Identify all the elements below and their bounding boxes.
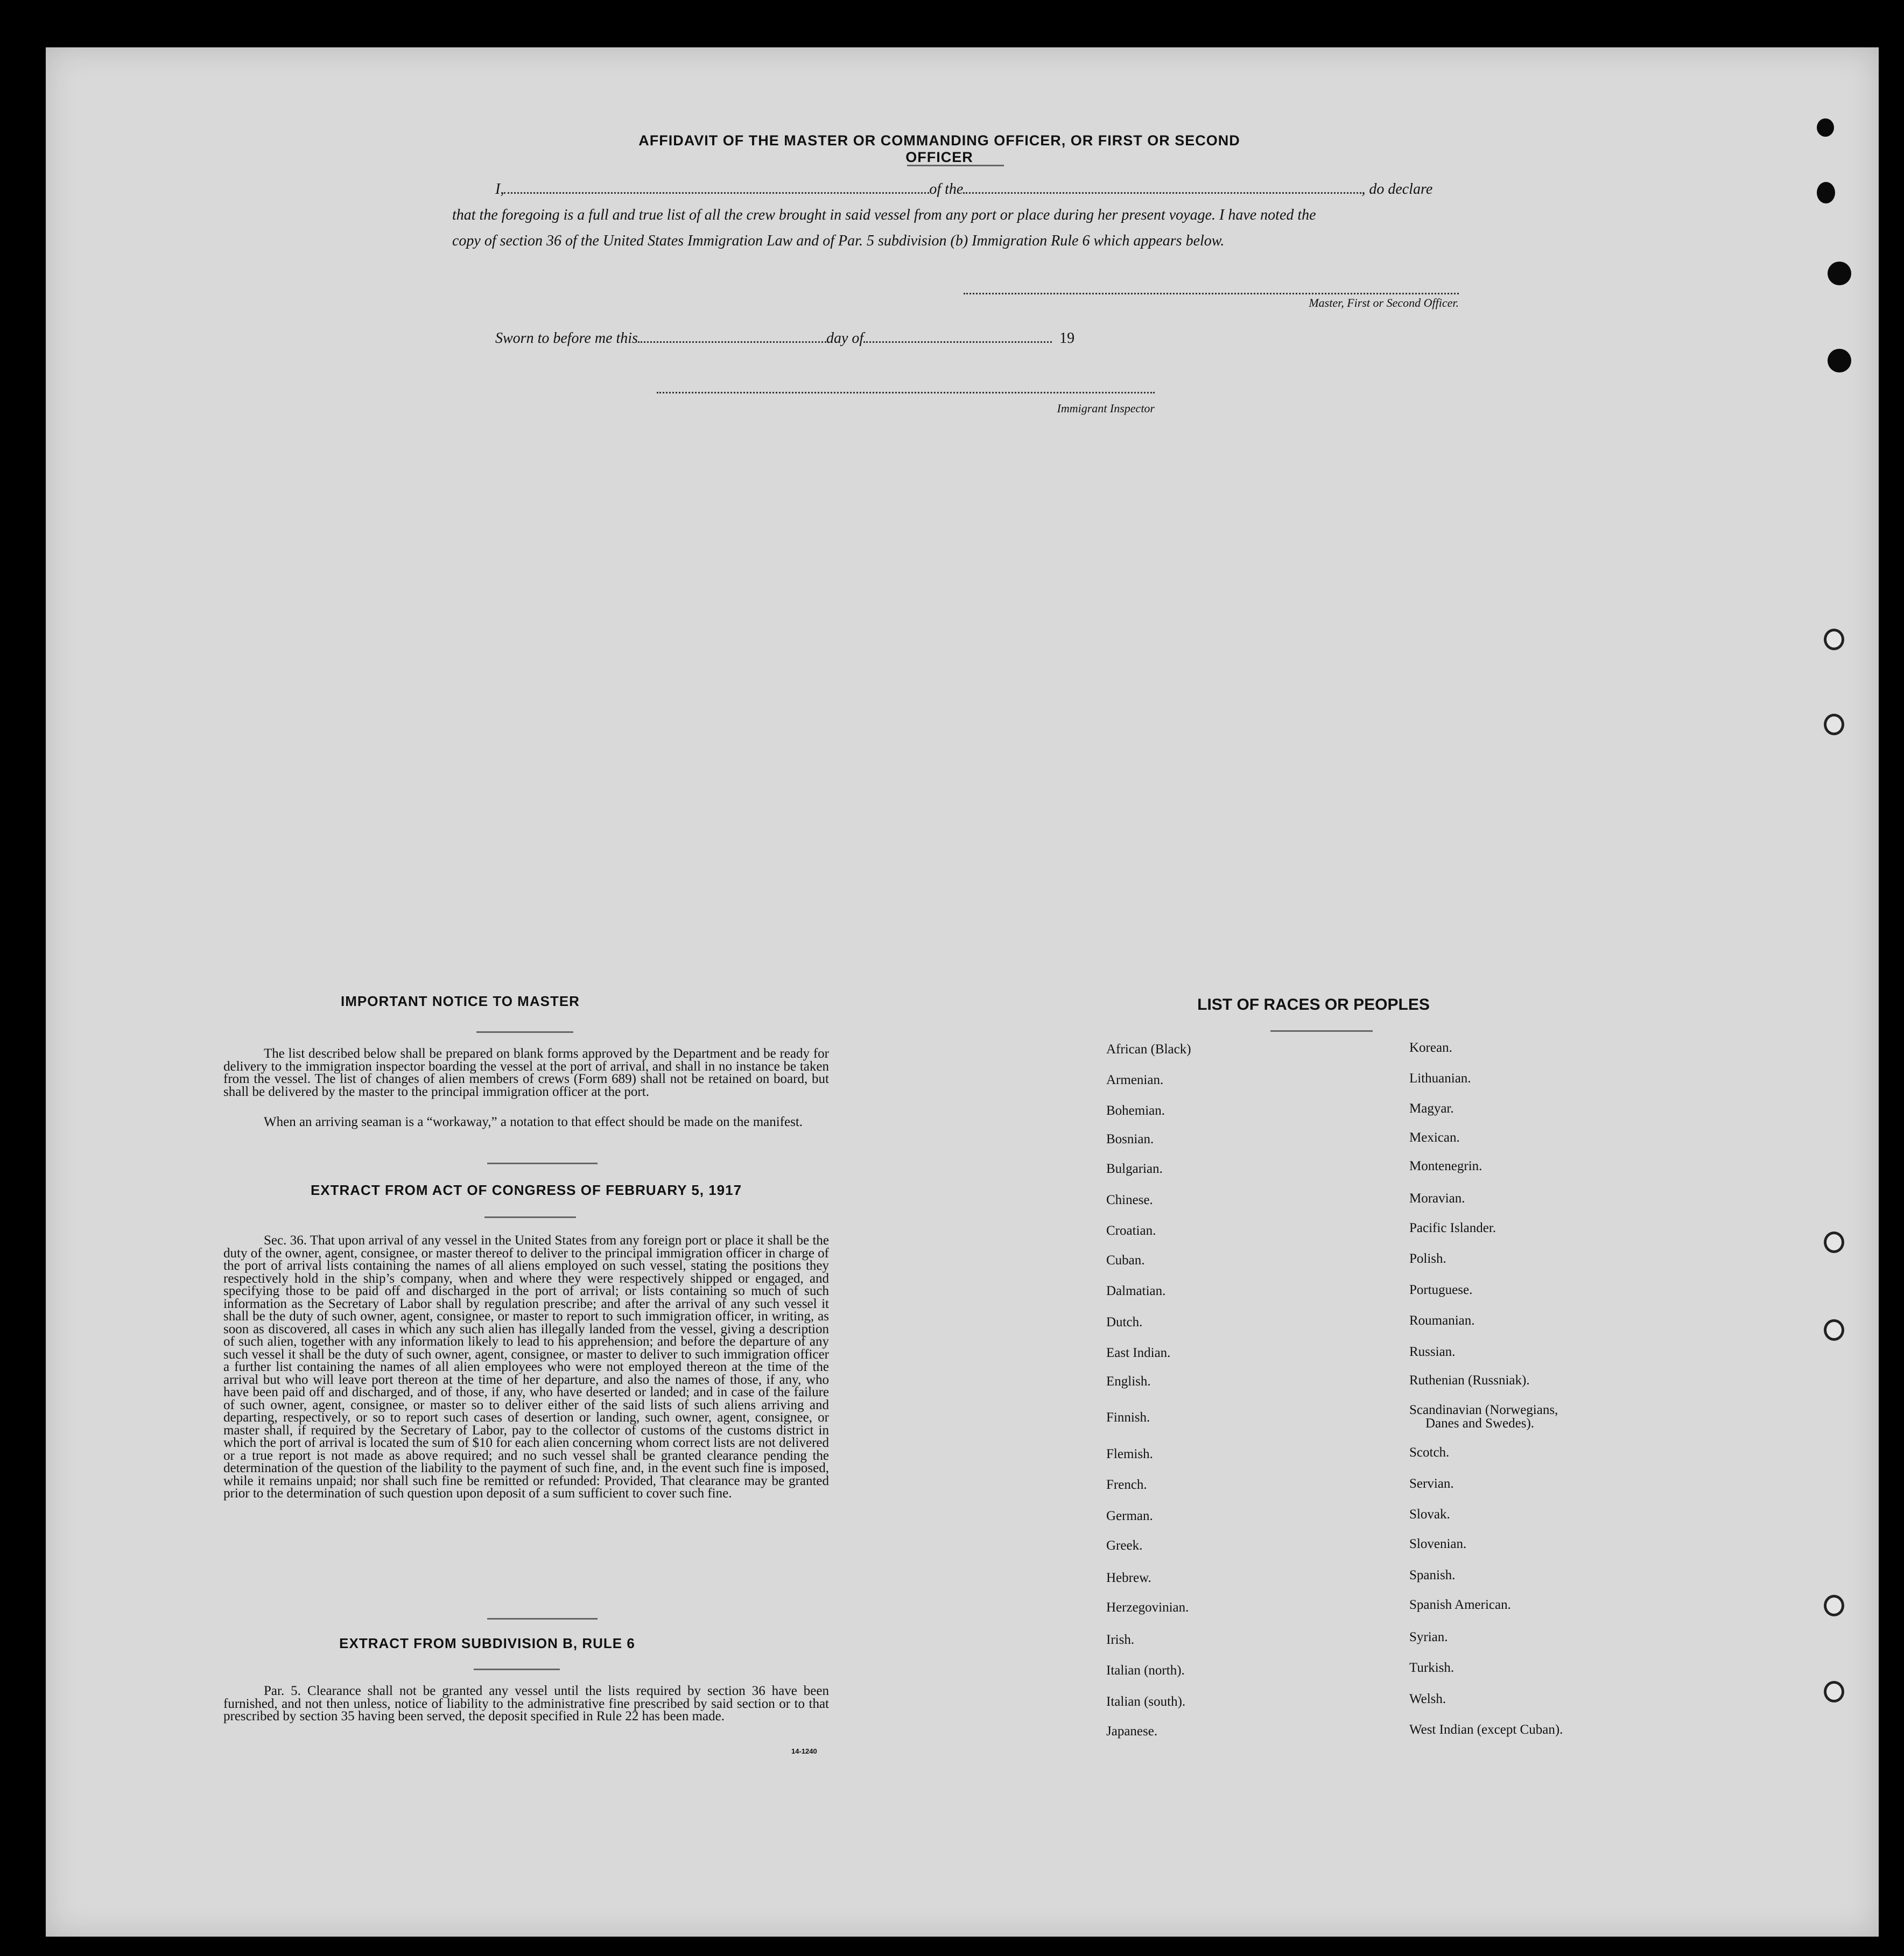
race-item: Armenian. — [1106, 1073, 1164, 1087]
declaration-line-3: copy of section 36 of the United States Immigration Law and of Par. 5 subdivision (b) Immigration Rule 6 which appears below. — [452, 233, 1225, 249]
sworn-day-field[interactable] — [638, 341, 826, 343]
race-item: Servian. — [1409, 1476, 1454, 1491]
notice-divider — [487, 1163, 598, 1164]
race-item: German. — [1106, 1509, 1153, 1523]
race-item: Finnish. — [1106, 1410, 1150, 1425]
race-item: Slovak. — [1409, 1507, 1450, 1522]
race-item: Italian (south). — [1106, 1694, 1186, 1709]
race-item: Turkish. — [1409, 1661, 1455, 1675]
declarant-name-field[interactable] — [504, 192, 929, 194]
notice-paragraph-1: The list described below shall be prepared on blank forms approved by the Department and be ready for delivery to the immigration inspector boarding the vessel at the port of arrival, and shall in no instance be taken from the vessel. The list of changes of alien members of crews (Form 689) shall not be retained on board, but shall be delivered by the master to the principal immigration officer at the port. — [223, 1046, 829, 1099]
race-item: Flemish. — [1106, 1447, 1153, 1461]
inspector-signature-field[interactable] — [657, 392, 1155, 393]
act-title: EXTRACT FROM ACT OF CONGRESS OF FEBRUARY 5, 1917 — [310, 1182, 742, 1198]
affidavit-title-underline — [907, 165, 1004, 166]
race-item: Lithuanian. — [1409, 1071, 1471, 1086]
binder-hole — [1824, 1319, 1844, 1341]
race-item: Scandinavian (Norwegians, — [1409, 1403, 1558, 1417]
races-title: LIST OF RACES OR PEOPLES — [1197, 996, 1430, 1014]
race-item: Bohemian. — [1106, 1103, 1165, 1118]
race-item: East Indian. — [1106, 1346, 1171, 1360]
binder-hole — [1824, 1681, 1844, 1702]
master-signature-label: Master, First or Second Officer. — [1309, 296, 1459, 309]
race-item: Slovenian. — [1409, 1537, 1467, 1551]
do-declare-label: , do declare — [1361, 181, 1433, 198]
day-of-label: day of — [826, 330, 864, 347]
master-signature-field[interactable] — [964, 293, 1459, 294]
inspector-label: Immigrant Inspector — [1057, 402, 1155, 415]
binder-hole — [1824, 714, 1844, 735]
form-number: 14-1240 — [791, 1747, 817, 1755]
race-item: Irish. — [1106, 1633, 1135, 1647]
binder-hole — [1824, 629, 1844, 650]
sworn-month-field[interactable] — [863, 341, 1052, 343]
race-item: Chinese. — [1106, 1193, 1153, 1207]
race-item: Dalmatian. — [1106, 1284, 1166, 1298]
race-item: Hebrew. — [1106, 1571, 1151, 1585]
declaration-line-1 — [495, 181, 1518, 198]
race-item: Syrian. — [1409, 1630, 1448, 1644]
notice-paragraph-2: When an arriving seaman is a “workaway,” a notation to that effect should be made on the manifest. — [264, 1115, 803, 1129]
race-item: Greek. — [1106, 1538, 1143, 1553]
race-item: Danes and Swedes). — [1425, 1416, 1535, 1431]
race-item: Magyar. — [1409, 1101, 1454, 1116]
race-item: Mexican. — [1409, 1130, 1460, 1145]
notice-title: IMPORTANT NOTICE TO MASTER — [341, 993, 580, 1009]
binder-hole — [1824, 1595, 1844, 1616]
race-item: Italian (north). — [1106, 1663, 1185, 1678]
race-item: French. — [1106, 1477, 1147, 1492]
sworn-year-label: 19 — [1059, 330, 1075, 347]
race-item: Cuban. — [1106, 1253, 1145, 1268]
binder-hole — [1828, 349, 1851, 372]
race-item: Bulgarian. — [1106, 1162, 1163, 1176]
binder-hole — [1828, 262, 1851, 285]
race-item: Spanish American. — [1409, 1598, 1511, 1612]
race-item: Herzegovinian. — [1106, 1600, 1189, 1615]
race-item: Pacific Islander. — [1409, 1221, 1496, 1235]
race-item: English. — [1106, 1374, 1151, 1389]
race-item: Spanish. — [1409, 1568, 1456, 1582]
rule-title: EXTRACT FROM SUBDIVISION B, RULE 6 — [339, 1635, 635, 1651]
race-item: Korean. — [1409, 1040, 1452, 1055]
binder-hole — [1817, 182, 1835, 203]
race-item: Japanese. — [1106, 1724, 1158, 1739]
race-item: Dutch. — [1106, 1315, 1143, 1329]
vessel-name-field[interactable] — [963, 192, 1361, 194]
races-title-underline — [1270, 1030, 1373, 1032]
act-section-36-text: Sec. 36. That upon arrival of any vessel in the United States from any foreign port or place it shall be the duty of the owner, agent, consignee, or master thereof to deliver to the principal immigration officer in charge of the port of arrival lists containing the names of all aliens employed on such vessel, stating the positions they respectively hold in the ship’s company, when and where they were respectively shipped or engaged, and specifying those to be paid off and discharged in the port of arrival; or lists containing so much of such information as the Secretary of Labor shall by regulation prescribe; and after the arrival of any such vessel it shall be the duty of such owner, agent, consignee, or master to report to such immigration officer, in writing, as soon as discovered, all cases in which any such alien has illegally landed from the vessel, giving a description of such alien, together with any information likely to lead to his apprehension; and before the departure of any such vessel it shall be the duty of such owner, agent, consignee, or master to deliver to such immigration officer a further list containing the names of all alien employees who were not employed thereon at the time of the arrival but who will leave port thereon at the time of her departure, and also the names of those, if any, who have been paid off and discharged, and of those, if any, who have deserted or landed; and in case of the failure of such owner, agent, consignee, or master so to deliver either of the said lists of such aliens arriving and departing, respectively, or so to report such cases of desertion or landing, such owner, agent, consignee, or master shall, if required by the Secretary of Labor, pay to the collector of customs of the customs district in which the port of arrival is located the sum of $10 for each alien concerning whom correct lists are not delivered or a true report is not made as above required; and no such vessel shall be granted clearance pending the determination of the question of the liability to the payment of such fine, and, in the event such fine is imposed, while it remains unpaid; nor shall such fine be remitted or refunded: Provided, That clearance may be granted prior to the determination of such question upon deposit of a sum sufficient to cover such fine. — [223, 1233, 829, 1501]
binder-hole — [1824, 1232, 1844, 1253]
act-title-underline — [484, 1216, 576, 1218]
manifest-sheet — [46, 47, 1879, 1937]
race-item: Welsh. — [1409, 1692, 1446, 1706]
race-item: West Indian (except Cuban). — [1409, 1722, 1563, 1737]
declaration-line-2: that the foregoing is a full and true list of all the crew brought in said vessel from any port or place during her present voyage. I have noted the — [452, 207, 1316, 223]
act-divider — [487, 1618, 598, 1620]
declarant-label: I, — [495, 181, 504, 198]
notice-title-underline — [476, 1031, 573, 1033]
sworn-line — [495, 330, 1195, 347]
race-item: Ruthenian (Russniak). — [1409, 1373, 1530, 1388]
race-item: Roumanian. — [1409, 1313, 1475, 1328]
binder-hole — [1817, 118, 1834, 137]
rule-paragraph-5-text: Par. 5. Clearance shall not be granted any vessel until the lists required by section 36 have been furnished, and not then unless, notice of liability to the administrative fine prescribed by said section or to that prescribed by section 35 having been served, the deposit specified in Rule 22 has been made. — [223, 1684, 829, 1723]
rule-title-underline — [474, 1669, 560, 1670]
race-item: Bosnian. — [1106, 1132, 1154, 1146]
race-item: Russian. — [1409, 1345, 1456, 1359]
race-item: Portuguese. — [1409, 1283, 1473, 1297]
affidavit-title: AFFIDAVIT OF THE MASTER OR COMMANDING OFFICER, OR FIRST OR SECOND OFFICER — [638, 132, 1240, 165]
sworn-label: Sworn to before me this — [495, 330, 638, 347]
race-item: Polish. — [1409, 1251, 1446, 1266]
race-item: Moravian. — [1409, 1191, 1465, 1206]
race-item: Montenegrin. — [1409, 1159, 1483, 1173]
race-item: African (Black) — [1106, 1042, 1191, 1057]
race-item: Croatian. — [1106, 1223, 1156, 1238]
vessel-of-the-label: of the — [929, 181, 964, 198]
race-item: Scotch. — [1409, 1445, 1450, 1460]
